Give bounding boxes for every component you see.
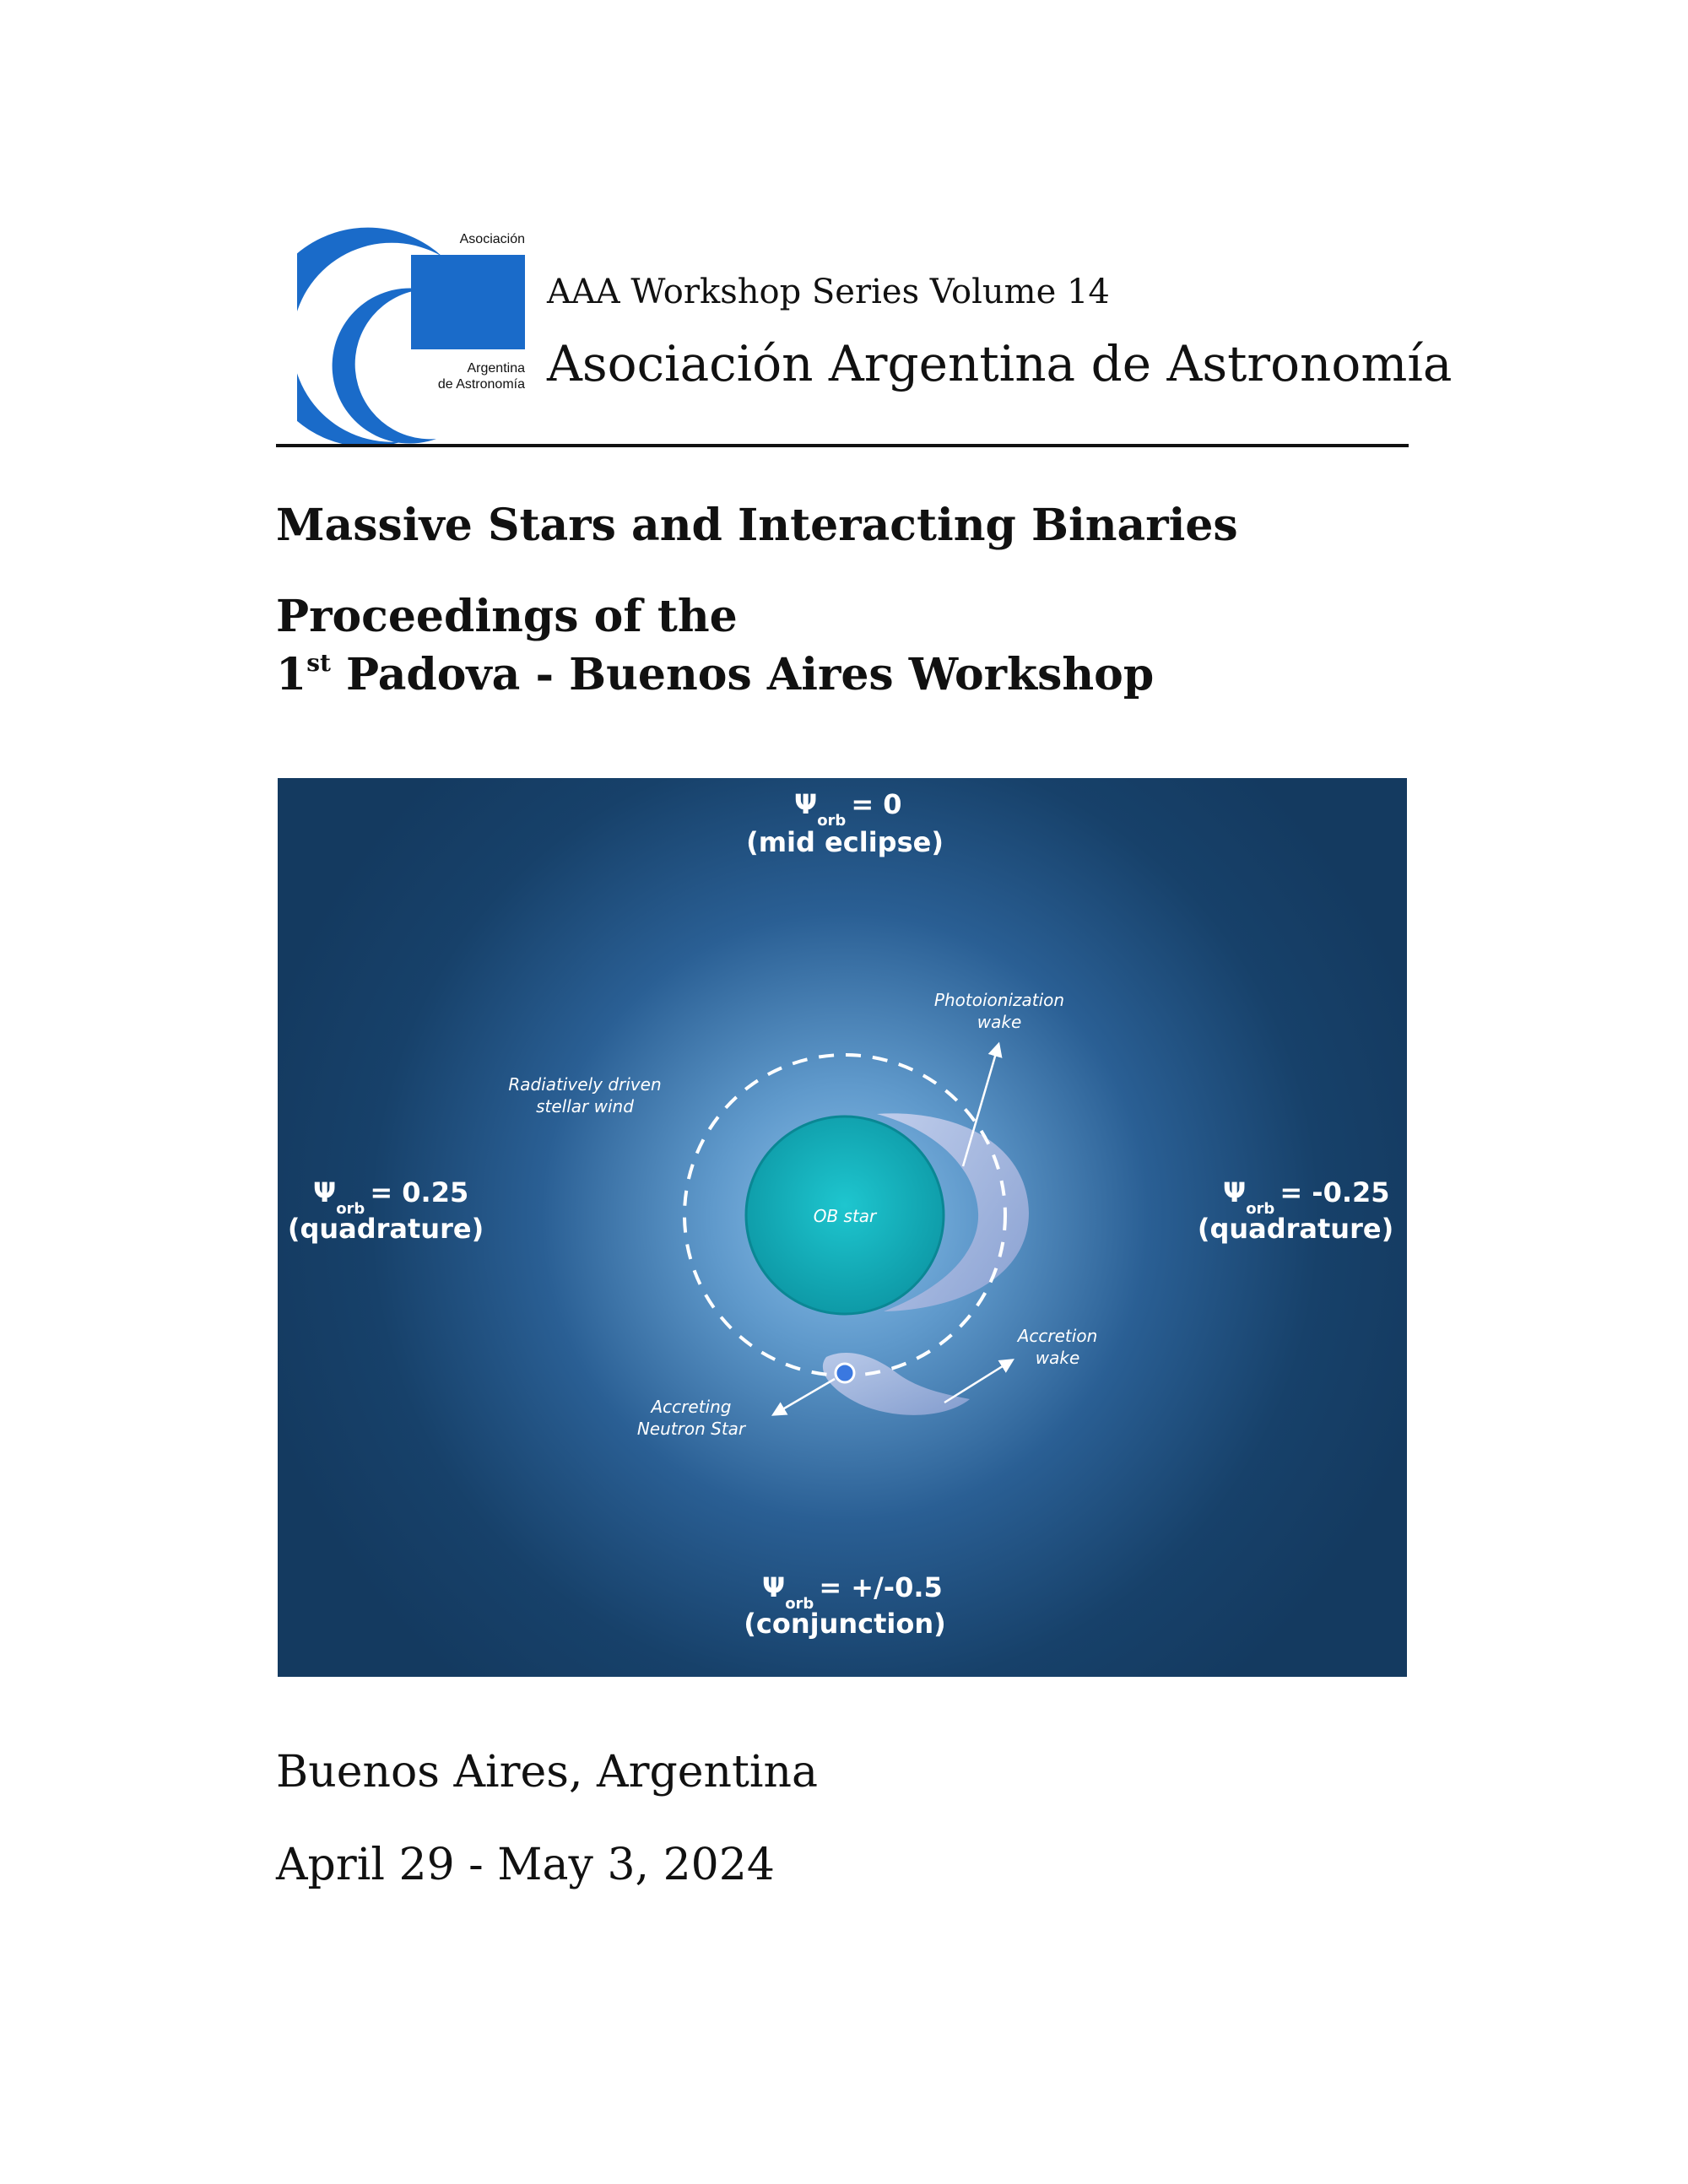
neutron-star-shape	[836, 1364, 854, 1382]
phase-value-right: = -0.25	[1280, 1176, 1390, 1208]
phase-value-top: = 0	[851, 788, 902, 820]
psi-symbol: Ψ	[313, 1176, 337, 1208]
association-name: Asociación Argentina de Astronomía	[547, 335, 1453, 392]
phase-caption-top: (mid eclipse)	[746, 826, 944, 858]
series-volume: AAA Workshop Series Volume 14	[547, 273, 1110, 311]
logo-text-line2: Argentina	[467, 361, 525, 376]
header-divider	[276, 444, 1409, 447]
orb-subscript: orb	[785, 1595, 814, 1613]
binary-system-figure	[278, 778, 1407, 1677]
phase-caption-right: (quadrature)	[1197, 1213, 1394, 1245]
ob-star-label: OB star	[813, 1206, 877, 1226]
neutron-star-label-line1: Accreting	[651, 1397, 732, 1417]
wind-label-line1: Radiatively driven	[508, 1074, 662, 1095]
psi-symbol: Ψ	[1223, 1176, 1247, 1208]
phase-value-bottom: = +/-0.5	[819, 1571, 943, 1603]
book-title: Massive Stars and Interacting Binaries	[276, 500, 1238, 551]
logo-text-line3: de Astronomía	[437, 377, 525, 392]
photoionization-label-line2: wake	[977, 1012, 1022, 1032]
ordinal-number: 1	[276, 649, 307, 700]
logo-square-icon	[411, 255, 525, 349]
workshop-name: Padova - Buenos Aires Workshop	[330, 649, 1155, 700]
phase-value-left: = 0.25	[370, 1176, 469, 1208]
accretion-label-line1: Accretion	[1017, 1326, 1098, 1346]
wind-label-line2: stellar wind	[536, 1096, 634, 1116]
phase-caption-left: (quadrature)	[287, 1213, 484, 1245]
photoionization-label-line1: Photoionization	[933, 990, 1065, 1010]
workshop-location: Buenos Aires, Argentina	[276, 1747, 819, 1797]
orb-subscript: orb	[336, 1200, 365, 1218]
proceedings-line1: Proceedings of the	[276, 591, 738, 642]
phase-caption-bottom: (conjunction)	[744, 1608, 946, 1640]
accretion-label-line2: wake	[1035, 1348, 1080, 1368]
workshop-dates: April 29 - May 3, 2024	[276, 1840, 775, 1890]
orb-subscript: orb	[817, 812, 847, 830]
neutron-star-label-line2: Neutron Star	[636, 1419, 746, 1439]
psi-symbol: Ψ	[762, 1571, 786, 1603]
orb-subscript: orb	[1246, 1200, 1275, 1218]
aaa-logo	[297, 226, 529, 444]
logo-text-line1: Asociación	[459, 232, 525, 246]
psi-symbol: Ψ	[794, 788, 818, 820]
ordinal-suffix: st	[306, 649, 331, 677]
proceedings-line2	[276, 640, 1154, 699]
